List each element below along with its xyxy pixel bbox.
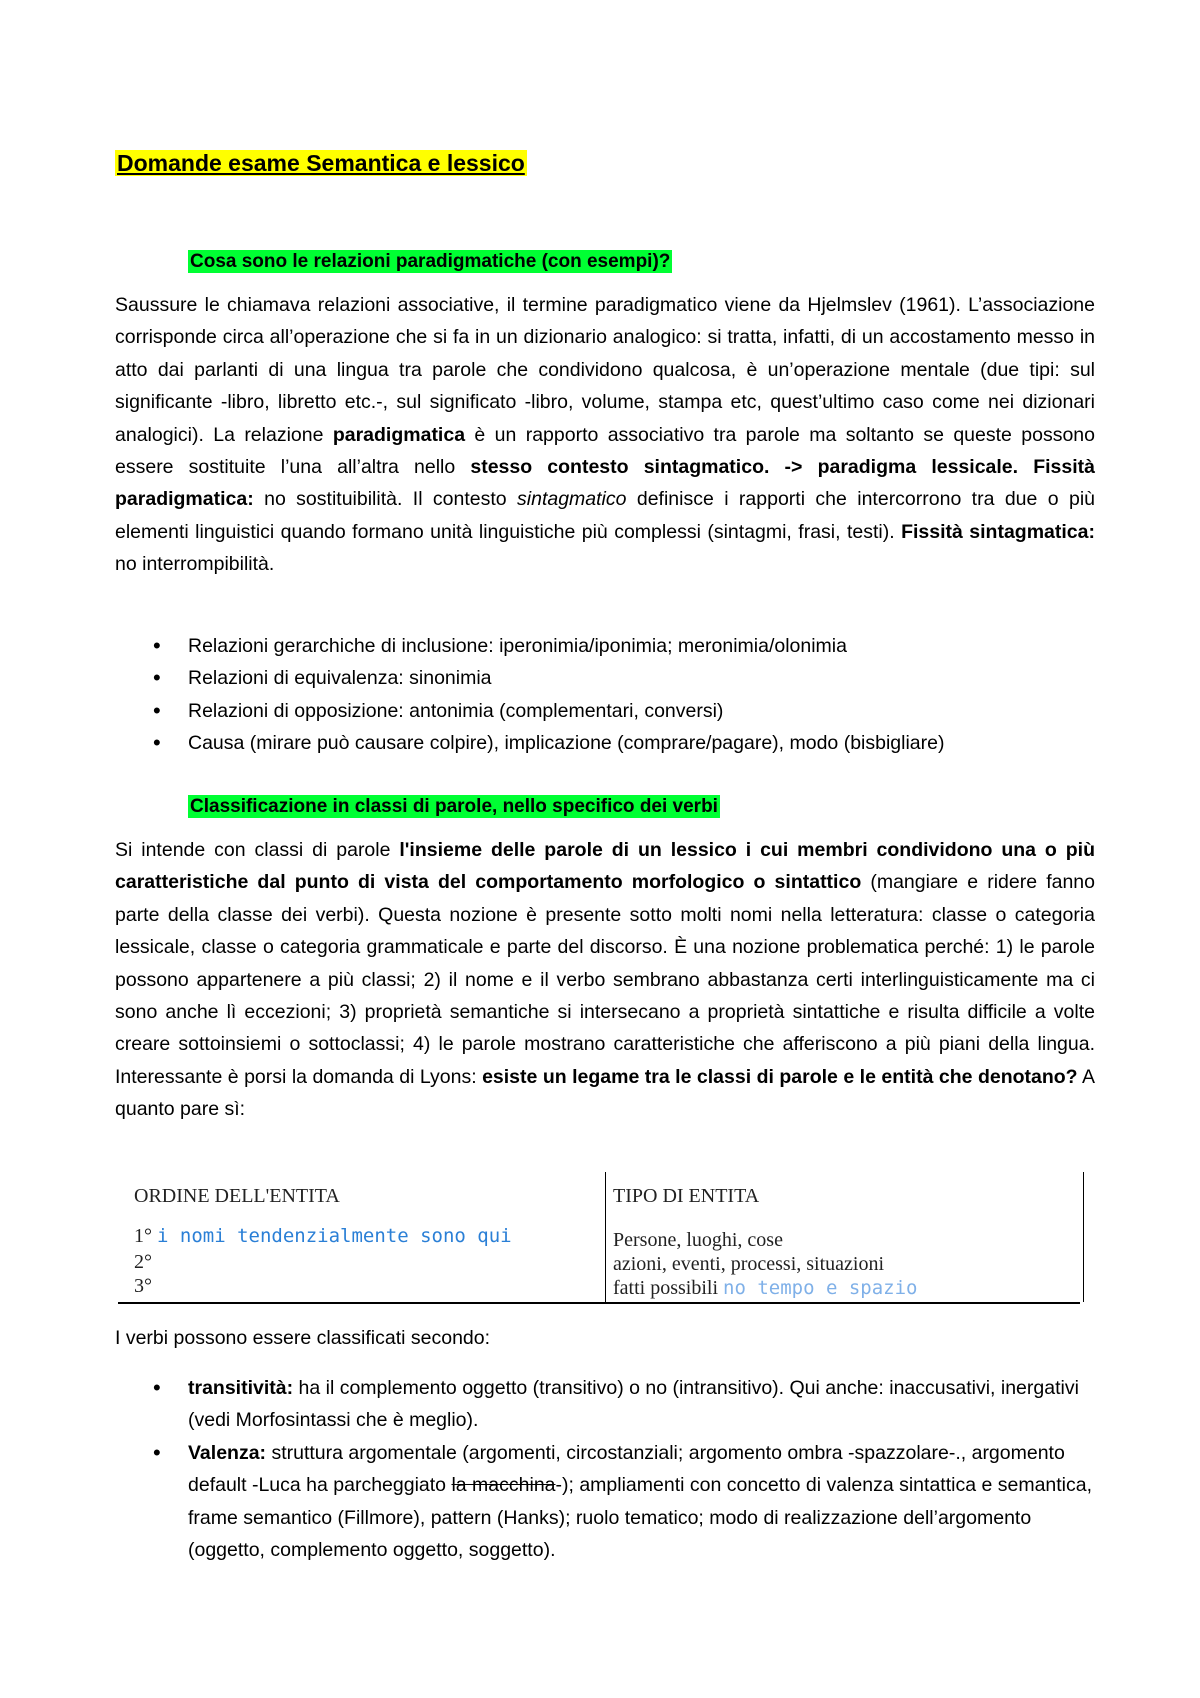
section-heading-relazioni: Cosa sono le relazioni paradigmatiche (con esempi)? — [190, 251, 671, 272]
table-row-1-type: Persone, luoghi, cose — [613, 1229, 783, 1251]
section-heading-classificazione: Classificazione in classi di parole, nello specifico dei verbi — [190, 796, 718, 817]
verb-classification-list — [115, 1372, 1095, 1566]
entity-table — [118, 1172, 1080, 1304]
table-row-3-note: no tempo e spazio — [723, 1277, 918, 1299]
list-item: • Relazioni gerarchiche di inclusione: iperonimia/iponimia; meronimia/olonimia — [115, 630, 1095, 662]
table-row-3-type: fatti possibili no tempo e spazio — [613, 1277, 918, 1299]
table-row-2-type: azioni, eventi, processi, situazioni — [613, 1253, 885, 1275]
list-item-transitivita: • transitività: ha il complemento oggetto (transitivo) o no (intransitivo). Qui anche: inaccusativi, inergativi (vedi Morfosintassi che è meglio). — [115, 1372, 1095, 1437]
table-right-border — [1083, 1172, 1084, 1302]
table-column-divider — [605, 1172, 606, 1302]
table-row-1-order: 1° i nomi tendenzialmente sono qui — [134, 1224, 583, 1248]
list-item: • Causa (mirare può causare colpire), implicazione (comprare/pagare), modo (bisbigliare) — [115, 727, 1095, 759]
list-item: • Relazioni di opposizione: antonimia (complementari, conversi) — [115, 695, 1095, 727]
table-header-order: ORDINE DELL'ENTITA — [134, 1185, 340, 1207]
document-title: Domande esame Semantica e lessico — [117, 150, 525, 176]
table-row-2-order: 2° — [134, 1251, 152, 1273]
table-header-type: TIPO DI ENTITA — [613, 1185, 760, 1207]
table-row-1-note: i nomi tendenzialmente sono qui — [157, 1225, 512, 1247]
list-item: • Relazioni di equivalenza: sinonimia — [115, 662, 1095, 694]
paragraph-relazioni-paradigmatiche: Saussure le chiamava relazioni associative, il termine paradigmatico viene da Hjelmslev (1961). L’associazione corrisponde circa all’operazione che si fa in un dizionario analogico: si tratta, infatti, di un accostamento messo in atto dai parlanti di una lingua tra parole che condividono qualcosa, è un’operazione mentale (due tipi: sul significante -libro, libretto etc.-, sul significato -libro, volume, stampa etc, quest’ultimo caso come nei dizionari analogici). La relazione paradigmatica è un rapporto associativo tra parole ma soltanto se queste possono essere sostituite l’una all’altra nello stesso contesto sintagmatico. -> paradigma lessicale. Fissità paradigmatica: no sostituibilità. Il contesto sintagmatico definisce i rapporti che intercorrono tra due o più elementi linguistici quando formano unità linguistiche più complessi (sintagmi, frasi, testi). Fissità sintagmatica: no interrompibilità. — [115, 294, 1095, 576]
relations-list — [115, 630, 1095, 760]
paragraph-classi-di-parole: Si intende con classi di parole l'insieme delle parole di un lessico i cui membri condividono una o più caratteristiche dal punto di vista del comportamento morfologico o sintattico (mangiare e ridere fanno parte della classe dei verbi). Questa nozione è presente sotto molti nomi nella letteratura: classe o categoria lessicale, classe o categoria grammaticale e parte del discorso. È una nozione problematica perché: 1) le parole possono appartenere a più classi; 2) il nome e il verbo sembrano abbastanza certi interlinguisticamente ma ci sono anche lì eccezioni; 3) proprietà semantiche si intersecano a proprietà sintattiche e risulta difficile a volte creare sottoinsiemi o sottoclassi; 4) le parole mostrano caratteristiche che afferiscono a più piani della lingua. Interessante è porsi la domanda di Lyons: esiste un legame tra le classi di parole e le entità che denotano? A quanto pare sì: — [115, 839, 1095, 1121]
table-row-3-order: 3° — [134, 1275, 152, 1297]
list-item-valenza: • Valenza: struttura argomentale (argomenti, circostanziali; argomento ombra -spazzolare-., argomento default -Luca ha parcheggiato la macchina-); ampliamenti con concetto di valenza sintattica e semantica, frame semantico (Fillmore), pattern (Hanks); ruolo tematico; modo di realizzazione dell’argomento (oggetto, complemento oggetto, soggetto). — [115, 1437, 1095, 1567]
verbs-intro: I verbi possono essere classificati secondo: — [115, 1327, 491, 1349]
